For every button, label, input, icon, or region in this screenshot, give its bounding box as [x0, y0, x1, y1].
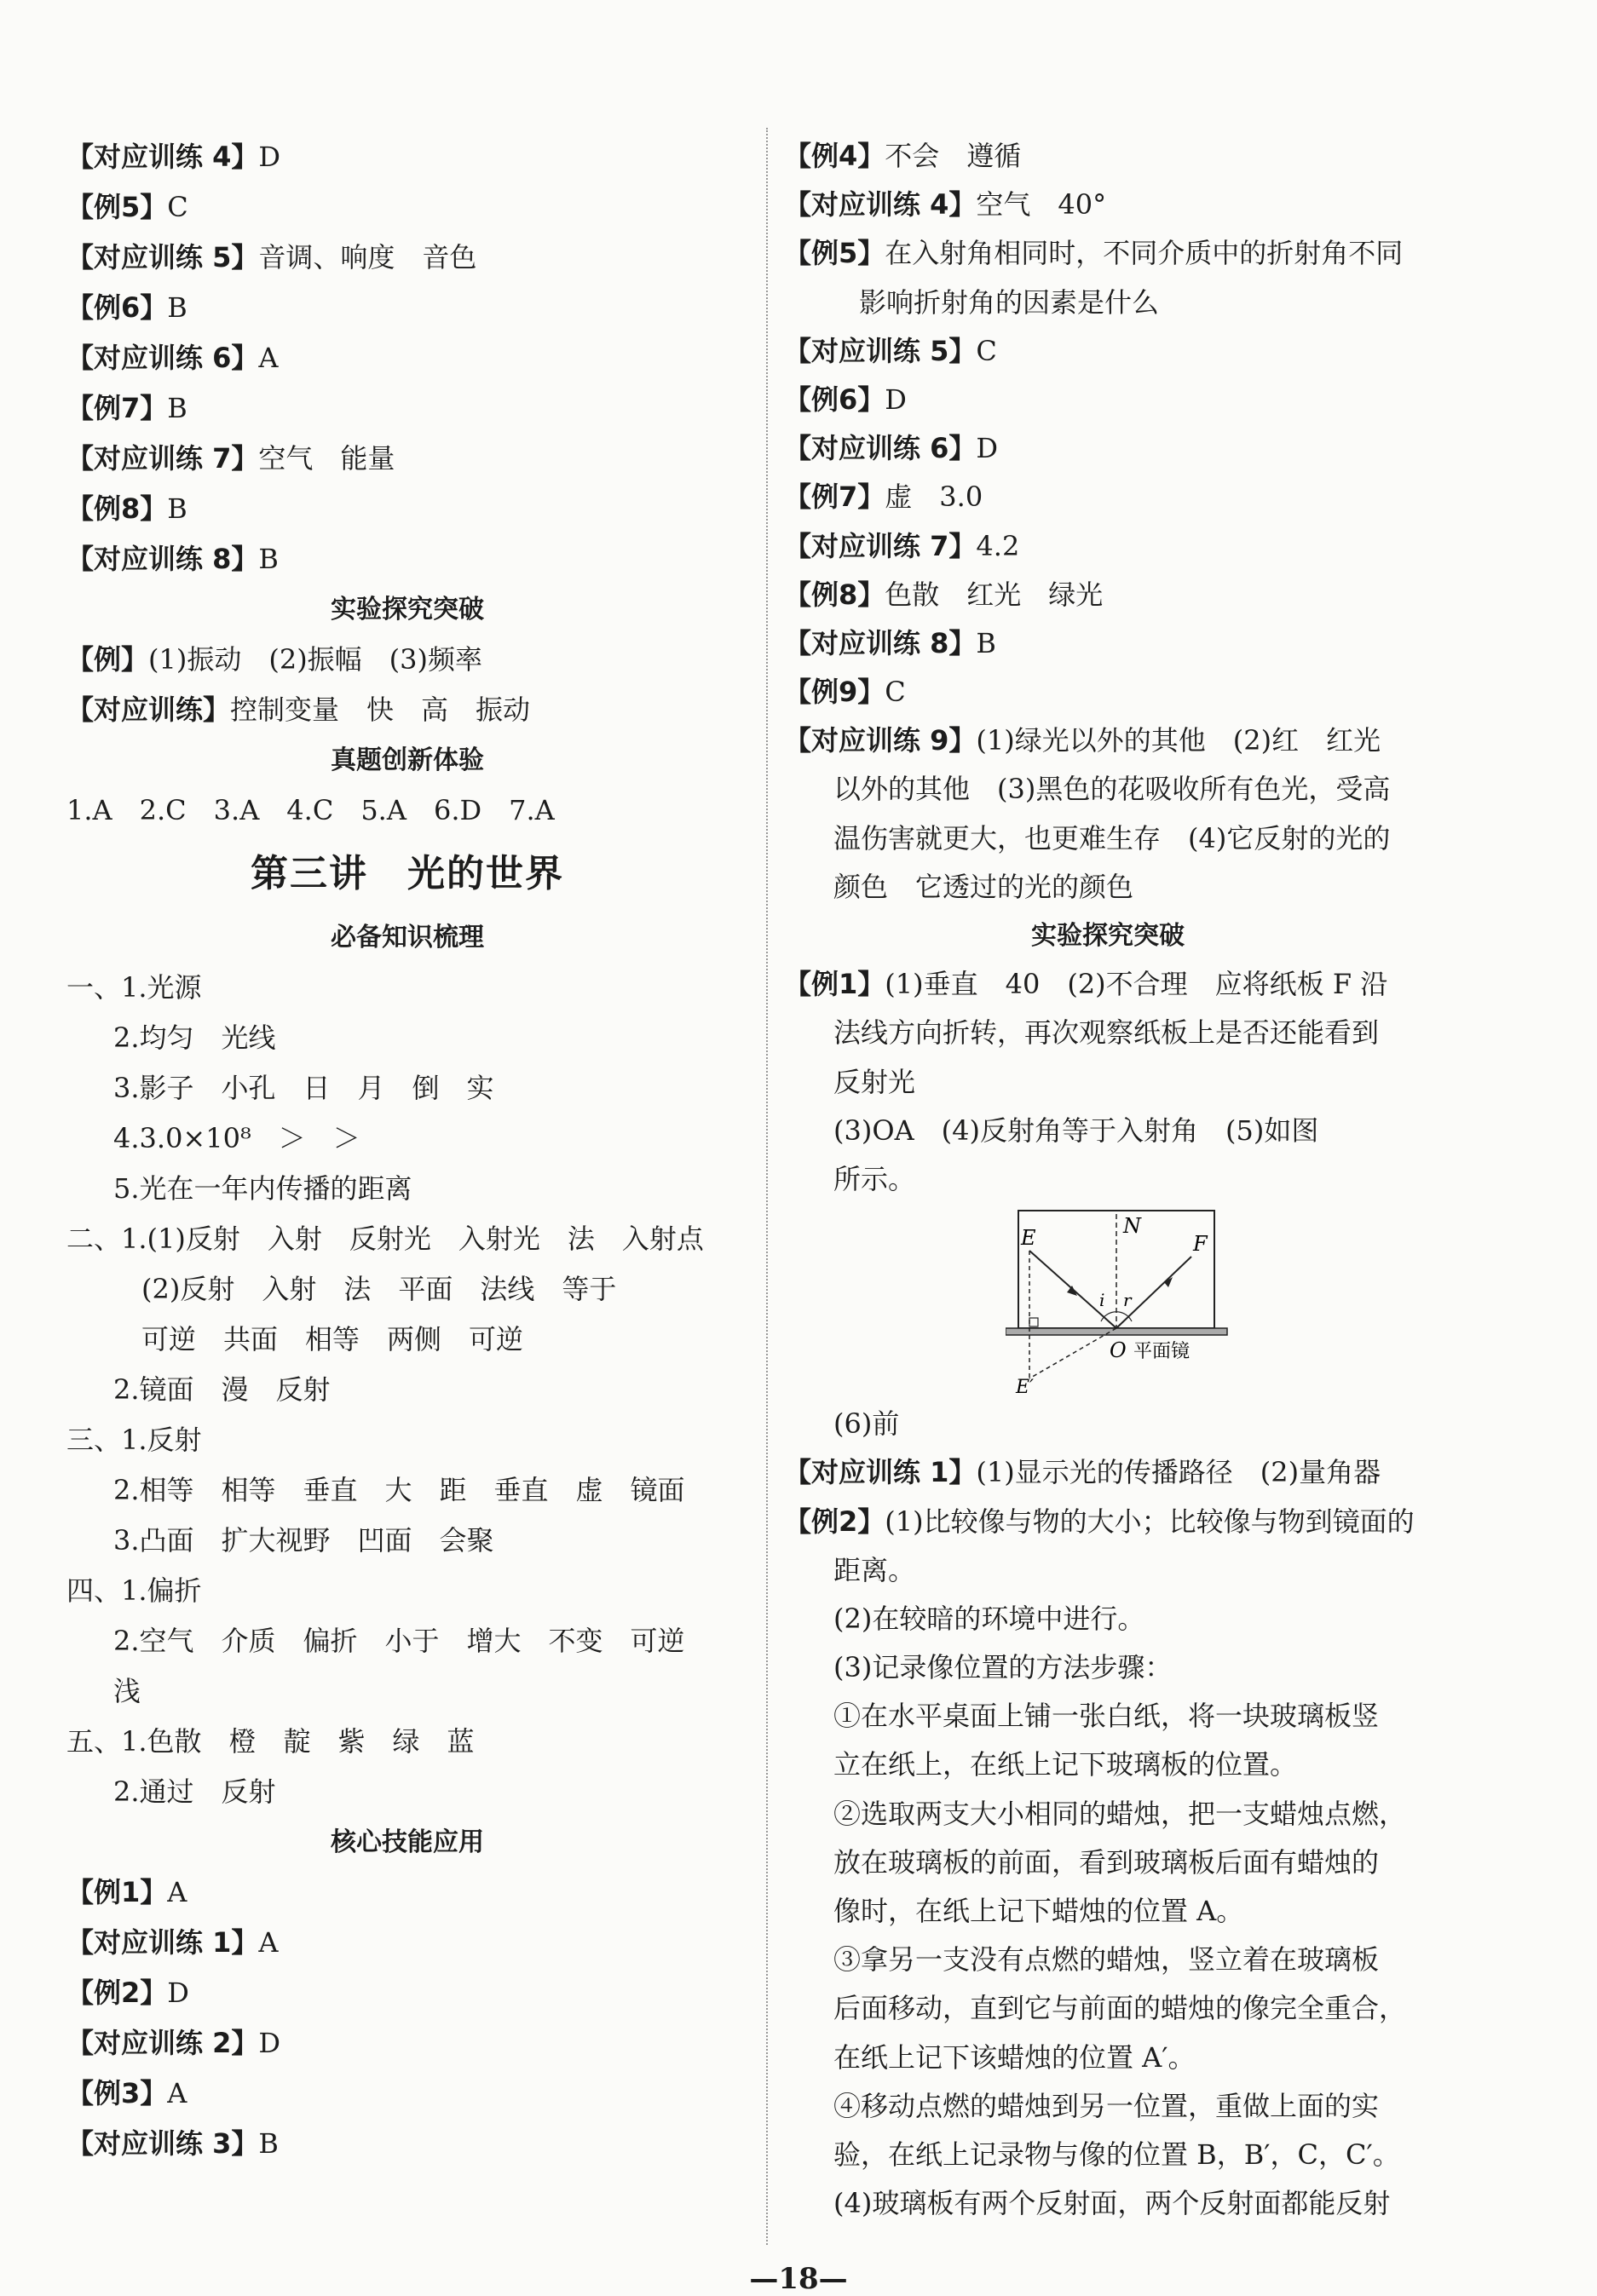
- answer-text: ③拿另一支没有点燃的蜡烛，竖立着在玻璃板: [833, 1943, 1380, 1977]
- answer-tag: 【例1】: [784, 968, 885, 1001]
- answer-text: 5.光在一年内传播的距离: [113, 1172, 412, 1205]
- answer-text: (4)玻璃板有两个反射面，两个反射面都能反射: [833, 2187, 1391, 2220]
- answer-tag: 【例9】: [784, 676, 885, 709]
- text-line: [784, 1692, 1432, 1741]
- answer-tag: 【对应训练 7】: [66, 442, 259, 475]
- answer-text: B: [976, 626, 996, 659]
- answer-text: 四、1.偏折: [66, 1574, 202, 1607]
- answer-tag: 【对应训练】: [66, 693, 231, 726]
- answer-tag: 【对应训练 4】: [66, 141, 259, 173]
- text-line: [784, 1009, 1432, 1057]
- text-line: [66, 1365, 748, 1415]
- text-line: [784, 279, 1432, 327]
- answer-text: 色散 红光 绿光: [885, 578, 1104, 611]
- answer-tag: 【例7】: [784, 480, 885, 514]
- text-line: [784, 1839, 1432, 1887]
- answer-text: ④移动点燃的蜡烛到另一位置，重做上面的实: [833, 2089, 1380, 2122]
- answer-text: 所示。: [833, 1162, 916, 1195]
- text-line: [784, 1790, 1432, 1839]
- answer-line: [66, 2119, 748, 2169]
- answer-tag: 【例2】: [784, 1505, 885, 1538]
- answer-tag: 【例4】: [784, 140, 885, 172]
- answer-text: A: [258, 342, 279, 374]
- answer-tag: 【例3】: [66, 2077, 168, 2109]
- text-line: [784, 2034, 1432, 2082]
- text-line: [66, 1063, 748, 1113]
- answer-text: 2.空气 介质 偏折 小于 增大 不变 可逆: [113, 1625, 685, 1657]
- text-line: [784, 2082, 1432, 2131]
- answer-tag: 【对应训练 1】: [66, 1926, 259, 1959]
- label-mirror: 平面镜: [1133, 1341, 1191, 1363]
- answer-text: 空气 能量: [258, 442, 395, 475]
- label-F: F: [1193, 1232, 1208, 1257]
- answer-text: 在入射角相同时，不同介质中的折射角不同: [885, 237, 1404, 270]
- answer-text: (1)垂直 40 (2)不合理 应将纸板 F 沿: [885, 968, 1388, 1001]
- reflection-diagram: [1006, 1204, 1287, 1395]
- answer-text: 距离。: [833, 1553, 916, 1586]
- text-line: [66, 1315, 748, 1365]
- column-divider: [766, 128, 768, 2245]
- text-line: [784, 1595, 1432, 1643]
- text-line: [784, 1155, 1432, 1204]
- answer-tag: 【对应训练 6】: [66, 342, 259, 374]
- answer-text: 3.凸面 扩大视野 凹面 会聚: [113, 1524, 494, 1557]
- answer-line: [66, 182, 748, 233]
- text-line: [66, 1214, 748, 1264]
- text-line: [66, 1264, 748, 1315]
- answer-text: (1)比较像与物的大小；比较像与物到镜面的: [885, 1505, 1415, 1538]
- answer-text: 控制变量 快 高 振动: [230, 693, 531, 726]
- answer-tag: 【对应训练 9】: [784, 724, 977, 757]
- subsection-heading: 必备知识梳理: [331, 923, 484, 952]
- answer-text: B: [167, 392, 187, 424]
- text-line: [784, 2179, 1432, 2228]
- answer-line: [784, 473, 1432, 521]
- answer-text: 1.A 2.C 3.A 4.C 5.A 6.D 7.A: [66, 794, 555, 826]
- text-line: [784, 1058, 1432, 1107]
- incident-arrow: [1067, 1286, 1077, 1296]
- subsection-heading: 真题创新体验: [331, 745, 484, 775]
- right-angle-mark: [1029, 1318, 1038, 1326]
- text-line: [66, 1465, 748, 1516]
- text-line: [784, 1643, 1432, 1692]
- answer-line: [66, 1867, 748, 1918]
- text-line: [66, 1666, 748, 1717]
- text-line: [784, 814, 1432, 863]
- answer-text: 验，在纸上记录物与像的位置 B，B′，C，C′。: [833, 2138, 1400, 2171]
- answer-text: 以外的其他 (3)黑色的花吸收所有色光，受高: [833, 773, 1391, 806]
- answer-text: A: [258, 1926, 279, 1959]
- answer-line: [784, 376, 1432, 424]
- plane-mirror: [1006, 1328, 1227, 1335]
- answer-text: 二、1.(1)反射 入射 反射光 入射光 法 入射点: [66, 1223, 704, 1255]
- answer-text: B: [258, 543, 279, 575]
- answer-tag: 【对应训练 1】: [784, 1456, 977, 1489]
- subsection-heading: 实验探究突破: [331, 595, 484, 624]
- text-line: [784, 2131, 1432, 2179]
- answer-text: C: [885, 676, 906, 709]
- answer-text: B: [167, 492, 187, 525]
- answer-line: [784, 424, 1432, 473]
- answer-text: D: [258, 141, 281, 173]
- answer-text: (2)反射 入射 法 平面 法线 等于: [141, 1273, 617, 1305]
- section-title: 第三讲 光的世界: [251, 852, 564, 895]
- answer-text: A: [167, 1876, 187, 1908]
- answer-text: 2.镜面 漫 反射: [113, 1373, 331, 1406]
- text-line: [66, 963, 748, 1013]
- text-line: [784, 1887, 1432, 1936]
- answer-text: 浅: [113, 1675, 141, 1707]
- answer-tag: 【例6】: [784, 383, 885, 416]
- answer-text: B: [258, 2127, 279, 2160]
- label-E: E: [1021, 1226, 1036, 1251]
- answer-text: ②选取两支大小相同的蜡烛，把一支蜡烛点燃，: [833, 1797, 1407, 1830]
- answer-text: B: [167, 291, 187, 324]
- answer-line: [66, 333, 748, 383]
- answer-text: ①在水平桌面上铺一张白纸，将一块玻璃板竖: [833, 1700, 1380, 1733]
- answer-text: (1)绿光以外的其他 (2)红 红光: [976, 724, 1381, 757]
- answer-text: 立在纸上，在纸上记下玻璃板的位置。: [833, 1748, 1298, 1781]
- answer-line: [66, 1968, 748, 2018]
- text-line: [66, 1767, 748, 1817]
- text-line: [784, 1107, 1432, 1155]
- answer-text: 在纸上记下该蜡烛的位置 A′。: [833, 2040, 1196, 2074]
- label-r: r: [1123, 1290, 1132, 1311]
- answer-line: [66, 132, 748, 182]
- text-line: [784, 1400, 1432, 1448]
- label-N: N: [1123, 1214, 1141, 1239]
- answer-line: [784, 229, 1432, 278]
- answer-text: C: [167, 191, 188, 223]
- answer-line: [784, 619, 1432, 668]
- answer-text: (3)记录像位置的方法步骤：: [833, 1651, 1173, 1684]
- answer-tag: 【对应训练 4】: [784, 188, 977, 222]
- answer-text: 音调、响度 音色: [258, 241, 477, 273]
- answer-line: [784, 1448, 1432, 1497]
- answer-text: 2.通过 反射: [113, 1775, 276, 1808]
- text-line: [784, 1936, 1432, 1984]
- text-line: [66, 1616, 748, 1666]
- answer-text: D: [258, 2027, 281, 2059]
- answer-line: [66, 383, 748, 434]
- answer-text: 法线方向折转，再次观察纸板上是否还能看到: [833, 1016, 1380, 1050]
- answer-tag: 【例2】: [66, 1977, 168, 2009]
- answer-text: 3.影子 小孔 日 月 倒 实: [113, 1072, 494, 1104]
- answer-line: [784, 181, 1432, 229]
- answer-line: [66, 2069, 748, 2119]
- answer-line: [66, 685, 748, 735]
- answer-line: [784, 327, 1432, 376]
- answer-text: (3)OA (4)反射角等于入射角 (5)如图: [833, 1113, 1319, 1147]
- answer-line: [784, 1498, 1432, 1546]
- answer-tag: 【对应训练 3】: [66, 2127, 259, 2160]
- answer-tag: 【例6】: [66, 291, 168, 324]
- text-line: [784, 1741, 1432, 1789]
- answer-text: 不会 遵循: [885, 140, 1022, 172]
- text-line: [66, 785, 748, 836]
- answer-tag: 【对应训练 8】: [66, 543, 259, 575]
- virtual-ray: [1029, 1328, 1116, 1378]
- answer-text: 影响折射角的因素是什么: [859, 285, 1160, 319]
- label-E-prime: E′: [1016, 1377, 1035, 1396]
- answer-text: 虚 3.0: [885, 480, 983, 514]
- answer-line: [66, 534, 748, 584]
- answer-text: A: [167, 2077, 187, 2109]
- text-line: [66, 1013, 748, 1063]
- answer-line: [784, 960, 1432, 1009]
- answer-line: [784, 132, 1432, 181]
- answer-tag: 【对应训练 5】: [784, 334, 977, 367]
- answer-line: [66, 484, 748, 534]
- answer-line: [66, 2018, 748, 2069]
- answer-text: 后面移动，直到它与前面的蜡烛的像完全重合，: [833, 1992, 1407, 2025]
- answer-text: 4.3.0×10⁸ ＞ ＞: [113, 1122, 360, 1154]
- answer-tag: 【例5】: [784, 237, 885, 270]
- label-i: i: [1099, 1290, 1105, 1311]
- answer-text: 可逆 共面 相等 两侧 可逆: [141, 1323, 524, 1355]
- right-column: [784, 132, 1432, 2228]
- answer-text: 放在玻璃板的前面，看到玻璃板后面有蜡烛的: [833, 1845, 1380, 1879]
- text-line: [784, 1984, 1432, 2033]
- answer-text: 2.相等 相等 垂直 大 距 垂直 虚 镜面: [113, 1474, 685, 1506]
- answer-text: C: [976, 334, 997, 367]
- answer-line: [784, 716, 1432, 765]
- answer-text: D: [885, 383, 907, 416]
- diagram-container: [784, 1204, 1432, 1400]
- label-O: O: [1110, 1338, 1127, 1363]
- answer-tag: 【例5】: [66, 191, 168, 223]
- answer-line: [66, 283, 748, 333]
- text-line: [66, 1415, 748, 1465]
- text-line: [66, 1113, 748, 1164]
- page-number: —18—: [749, 2262, 848, 2296]
- text-line: [784, 765, 1432, 814]
- text-line: [784, 1546, 1432, 1595]
- answer-tag: 【例1】: [66, 1876, 168, 1908]
- answer-text: 4.2: [976, 529, 1020, 562]
- answer-tag: 【对应训练 7】: [784, 529, 977, 562]
- answer-text: 像时，在纸上记下蜡烛的位置 A。: [833, 1895, 1244, 1927]
- answer-line: [66, 1918, 748, 1968]
- answer-text: (6)前: [833, 1407, 900, 1441]
- answer-text: 温伤害就更大，也更难生存 (4)它反射的光的: [833, 821, 1391, 855]
- answer-line: [784, 571, 1432, 619]
- answer-text: (2)在较暗的环境中进行。: [833, 1602, 1145, 1635]
- left-column: [66, 132, 748, 2169]
- answer-text: (1)振动 (2)振幅 (3)频率: [148, 643, 483, 676]
- text-line: [784, 863, 1432, 912]
- text-line: [66, 1164, 748, 1214]
- text-line: [66, 1717, 748, 1767]
- answer-line: [66, 233, 748, 283]
- answer-text: 2.均匀 光线: [113, 1021, 276, 1054]
- answer-text: 颜色 它透过的光的颜色: [833, 870, 1134, 903]
- answer-text: D: [167, 1977, 189, 2009]
- answer-tag: 【对应训练 2】: [66, 2027, 259, 2059]
- text-line: [66, 1566, 748, 1616]
- answer-text: 一、1.光源: [66, 971, 202, 1004]
- answer-tag: 【对应训练 8】: [784, 626, 977, 659]
- answer-tag: 【例8】: [784, 578, 885, 611]
- answer-line: [784, 668, 1432, 716]
- answer-tag: 【对应训练 6】: [784, 432, 977, 465]
- answer-text: 反射光: [833, 1065, 916, 1098]
- answer-line: [66, 434, 748, 484]
- subsection-heading: 实验探究突破: [1031, 921, 1185, 951]
- answer-text: D: [976, 432, 999, 465]
- answer-tag: 【例7】: [66, 392, 168, 424]
- answer-tag: 【对应训练 5】: [66, 241, 259, 273]
- subsection-heading: 核心技能应用: [331, 1827, 484, 1857]
- answer-text: (1)显示光的传播路径 (2)量角器: [976, 1456, 1381, 1489]
- answer-line: [784, 522, 1432, 571]
- answer-text: 五、1.色散 橙 靛 紫 绿 蓝: [66, 1725, 475, 1758]
- answer-tag: 【例】: [66, 643, 149, 676]
- text-line: [66, 1516, 748, 1566]
- answer-text: 空气 40°: [976, 188, 1107, 222]
- answer-tag: 【例8】: [66, 492, 168, 525]
- answer-line: [66, 635, 748, 685]
- answer-text: 三、1.反射: [66, 1424, 202, 1456]
